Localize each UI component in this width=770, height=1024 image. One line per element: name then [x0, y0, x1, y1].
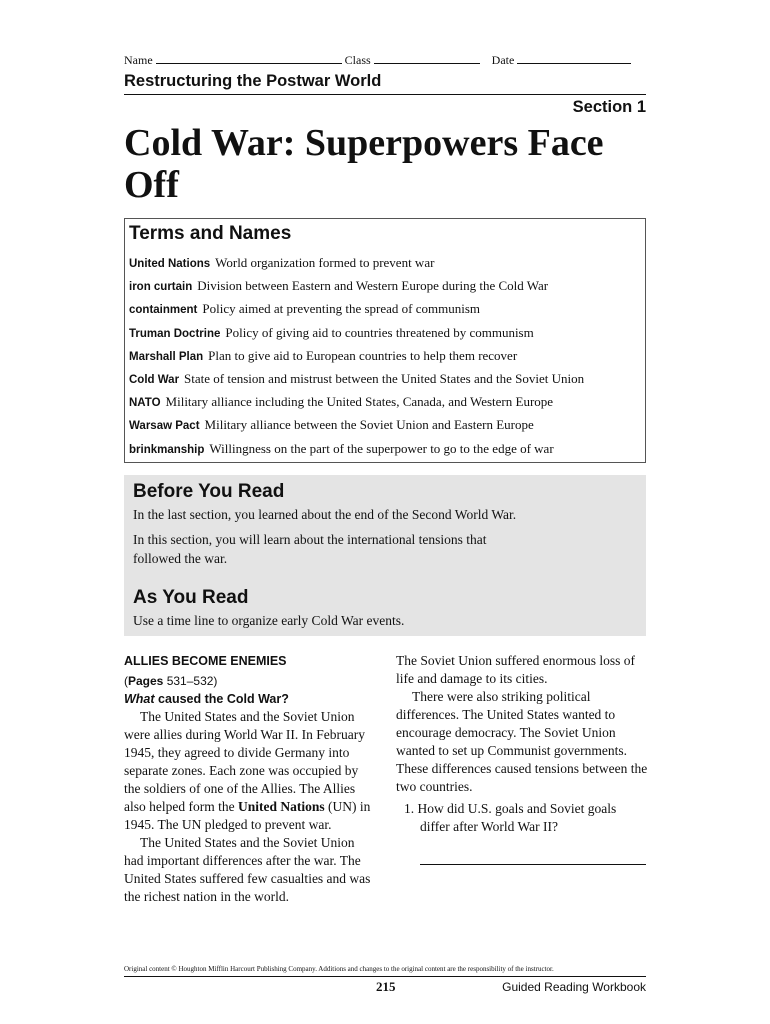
term-row	[129, 441, 554, 457]
section-heading: ALLIES BECOME ENEMIES	[124, 654, 287, 668]
workbook-label: Guided Reading Workbook	[502, 980, 646, 994]
term-name: brinkmanship	[129, 443, 205, 456]
name-class-date-line	[124, 52, 646, 68]
left-column	[124, 652, 376, 906]
term-definition: Military alliance between the Soviet Union and Eastern Europe	[204, 417, 534, 433]
before-you-read-heading: Before You Read	[133, 481, 285, 502]
term-name: United Nations	[129, 258, 211, 270]
term-name: iron curtain	[129, 281, 193, 294]
term-name: Truman Doctrine	[129, 327, 221, 340]
question-1	[396, 800, 648, 836]
term-definition: Policy aimed at preventing the spread of communism	[202, 301, 481, 317]
focus-question: What caused the Cold War?	[124, 692, 289, 706]
as-you-read-heading: As You Read	[133, 587, 249, 608]
term-row	[129, 301, 480, 317]
paragraph-soviet-loss: The Soviet Union suffered enormous loss of life and damage to its cities.	[396, 653, 635, 686]
date-label: Date	[491, 53, 515, 67]
section-label: Section 1	[572, 98, 646, 116]
term-name: Cold War	[129, 374, 180, 386]
name-blank	[156, 52, 342, 64]
term-definition: State of tension and mistrust between the United States and the Soviet Union	[184, 371, 585, 386]
term-name: Marshall Plan	[129, 350, 204, 363]
reading-guide-box	[124, 475, 646, 636]
page-title: Cold War: Superpowers Face Off	[124, 122, 604, 206]
term-row	[129, 417, 534, 433]
copyright-notice: Original content © Houghton Mifflin Harcourt Publishing Company. Additions and changes to the original content are the responsibility of the instructor.	[124, 965, 646, 977]
page-number: 215	[376, 979, 396, 994]
date-blank	[517, 52, 631, 64]
right-column	[396, 652, 648, 865]
paragraph-political-differences: There were also striking political differences. The United States wanted to encourage democracy. The Soviet Union wanted to set up Communist governments. These differences caused tensions between the two countries.	[396, 689, 648, 794]
bold-term-united-nations: United Nations	[237, 799, 325, 814]
before-you-read-text-2a: In this section, you will learn about the international tensions that	[133, 532, 487, 547]
paragraph-allies: The United States and the Soviet Union were allies during World War II. In February 1945, they agreed to divide Germany into separate zones. Each zone was occupied by the soldiers of one of the Allies. The Allies also helped form the United Nations (UN) in 1945. The UN pledged to prevent war.	[124, 709, 371, 832]
paragraph-differences: The United States and the Soviet Union had important differences after the war. The United States suffered few casualties and was the richest nation in the world.	[124, 835, 371, 904]
term-row	[129, 348, 517, 364]
term-definition: Division between Eastern and Western Europe during the Cold War	[197, 278, 549, 294]
before-you-read-text-2b: followed the war.	[133, 551, 228, 566]
term-definition: Policy of giving aid to countries threatened by communism	[225, 324, 534, 340]
term-row	[129, 394, 553, 410]
term-definition: World organization formed to prevent war	[215, 255, 435, 270]
term-definition: Military alliance including the United States, Canada, and Western Europe	[165, 394, 554, 410]
before-you-read-text-1: In the last section, you learned about the end of the Second World War.	[133, 507, 517, 522]
class-blank	[374, 52, 480, 64]
question-text: How did U.S. goals and Soviet goals differ after World War II?	[417, 801, 617, 834]
term-definition: Plan to give aid to European countries to help them recover	[208, 347, 518, 363]
name-label: Name	[124, 53, 153, 67]
terms-and-names-box	[124, 218, 646, 463]
answer-line[interactable]	[420, 856, 646, 865]
chapter-title: Restructuring the Postwar World	[124, 72, 646, 95]
term-name: NATO	[129, 397, 161, 410]
term-row	[129, 278, 548, 294]
class-label: Class	[344, 53, 371, 67]
as-you-read-text: Use a time line to organize early Cold War events.	[133, 613, 405, 628]
term-row	[129, 255, 434, 271]
terms-heading: Terms and Names	[129, 223, 292, 244]
term-name: Warsaw Pact	[129, 420, 200, 433]
pages-reference: (Pages 531–532)	[124, 674, 218, 688]
question-number: 1.	[404, 801, 415, 816]
term-row	[129, 325, 534, 341]
term-row	[129, 371, 584, 387]
term-name: containment	[129, 304, 198, 317]
term-definition: Willingness on the part of the superpower to go to the edge of war	[209, 440, 554, 456]
